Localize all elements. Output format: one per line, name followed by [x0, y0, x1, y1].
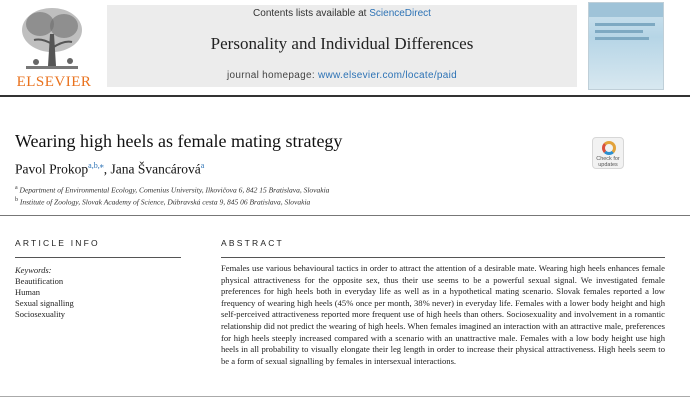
article-info-rule: [15, 257, 181, 258]
elsevier-wordmark: ELSEVIER: [16, 74, 92, 90]
homepage-prefix: journal homepage:: [226, 70, 315, 81]
affiliation-text: Department of Environmental Ecology, Comenius University, Ilkovičova 6, 842 15 Bratislava, Slovakia: [19, 185, 330, 195]
abstract-text: Females use various behavioural tactics in order to attract the attention of a desirable mate. Wearing high heels enhances female physical attractiveness for the opposite sex, thus their use seems to be a powerful sexual signal. We investigated female preferences for high heels both in everyday life as well as in a hypothetical mating scenario. Slovak females reported a low frequency of wearing high heels (45% once per month, 38% never) in everyday life. Females with a lower body height and high self-perceived attractiveness reported more frequent use of high heels than others. Sociosexuality and involvement in a romantic relationship did not predict the wearing of high heels. When females imagined an interaction with an attractive male, preferences for high heels steeply increased compared with a scenario with an unattractive male. Females with a low body height use high heels in all probability to visually elongate their leg length in order to increase their physical attractiveness. High heels seem to be a form of sexual signalling by females in intersexual interactions.: [221, 263, 665, 366]
elsevier-tree-icon: [16, 4, 88, 74]
cover-line: [595, 30, 643, 33]
sciencedirect-link[interactable]: ScienceDirect: [369, 8, 431, 19]
abstract-heading: ABSTRACT: [221, 238, 284, 248]
article-title: Wearing high heels as female mating strategy: [15, 131, 343, 151]
author-affiliation-marker[interactable]: a,b,⁎: [88, 161, 104, 170]
keyword-item[interactable]: Human: [15, 287, 41, 297]
journal-header: [0, 0, 690, 92]
author-list: [15, 161, 204, 178]
elsevier-logo[interactable]: [10, 4, 94, 88]
cover-line: [595, 37, 649, 40]
affiliation-text: Institute of Zoology, Slovak Academy of Science, Dúbravská cesta 9, 845 06 Bratislava, Slovakia: [19, 197, 311, 207]
journal-masthead: [107, 5, 577, 87]
journal-homepage-link[interactable]: www.elsevier.com/locate/paid: [318, 70, 458, 81]
author-separator: ,: [103, 161, 111, 177]
check-updates-icon: [602, 141, 616, 155]
homepage-line: [107, 70, 577, 81]
keyword-item[interactable]: Sexual signalling: [15, 298, 74, 308]
keyword-item[interactable]: Beautification: [15, 276, 64, 286]
affiliation: [15, 197, 310, 207]
affiliation: [15, 185, 329, 195]
journal-cover-image[interactable]: [588, 2, 664, 90]
bottom-divider: [0, 396, 690, 397]
contents-line: [107, 8, 577, 19]
author-name[interactable]: Pavol Prokop: [15, 161, 89, 177]
abstract-rule: [221, 257, 665, 258]
author-affiliation-marker[interactable]: a: [200, 161, 205, 170]
keywords-label: Keywords:: [15, 265, 52, 275]
keyword-item[interactable]: Sociosexuality: [15, 309, 66, 319]
affiliation-marker: a: [15, 185, 18, 191]
author-name[interactable]: Jana Švancárová: [110, 161, 201, 177]
contents-prefix: Contents lists available at: [253, 8, 367, 19]
affiliation-marker: b: [15, 197, 18, 203]
cover-line: [595, 23, 655, 26]
section-divider: [0, 215, 690, 216]
journal-title[interactable]: Personality and Individual Differences: [210, 34, 474, 53]
header-divider: [0, 95, 690, 97]
check-updates-label: Check for updates: [596, 156, 620, 168]
article-info-heading: ARTICLE INFO: [15, 238, 100, 248]
check-for-updates-button[interactable]: [592, 137, 624, 169]
cover-band: [589, 3, 663, 17]
